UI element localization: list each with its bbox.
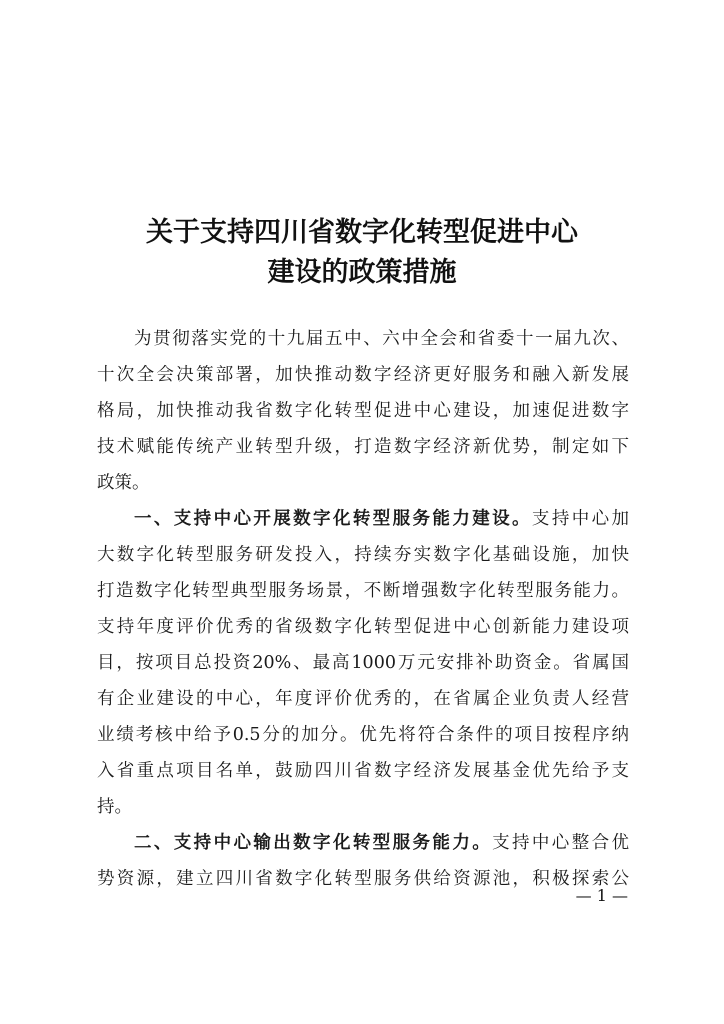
body-line: 大数字化转型服务研发投入，持续夯实数字化基础设施，加快: [97, 545, 629, 565]
body-line: 为贯彻落实党的十九届五中、六中全会和省委十一届九次、: [134, 329, 629, 349]
section-1-heading: 一、支持中心开展数字化转型服务能力建设。: [134, 509, 532, 529]
body-line: 技术赋能传统产业转型升级，打造数字经济新优势，制定如下: [97, 437, 629, 457]
section-2-first-line-text: 支持中心整合优: [492, 833, 629, 853]
body-line: 目，按项目总投资20%、最高1000万元安排补助资金。省属国: [97, 653, 629, 673]
body-line: 持。: [97, 797, 132, 817]
section-1-first-line: [134, 506, 629, 532]
document-title-line-2: 建设的政策措施: [267, 257, 457, 288]
body-line: 入省重点项目名单，鼓励四川省数字经济发展基金优先给予支: [97, 761, 629, 781]
body-line: 有企业建设的中心，年度评价优秀的，在省属企业负责人经营: [97, 689, 629, 709]
page-number: — 1 —: [575, 886, 628, 905]
section-2-heading: 二、支持中心输出数字化转型服务能力。: [134, 833, 493, 853]
section-1-first-line-text: 支持中心加: [531, 509, 630, 529]
body-line: 政策。: [97, 473, 150, 493]
body-line: 十次全会决策部署，加快推动数字经济更好服务和融入新发展: [97, 365, 629, 385]
body-line: 业绩考核中给予0.5分的加分。优先将符合条件的项目按程序纳: [97, 725, 629, 745]
section-2-first-line: [134, 830, 629, 856]
body-line: 势资源，建立四川省数字化转型服务供给资源池，积极探索公: [97, 869, 629, 889]
body-line: 打造数字化转型典型服务场景，不断增强数字化转型服务能力。: [97, 581, 629, 601]
body-line: 格局，加快推动我省数字化转型促进中心建设，加速促进数字: [97, 401, 629, 421]
body-line: 支持年度评价优秀的省级数字化转型促进中心创新能力建设项: [97, 617, 629, 637]
document-title-line-1: 关于支持四川省数字化转型促进中心: [146, 217, 578, 248]
